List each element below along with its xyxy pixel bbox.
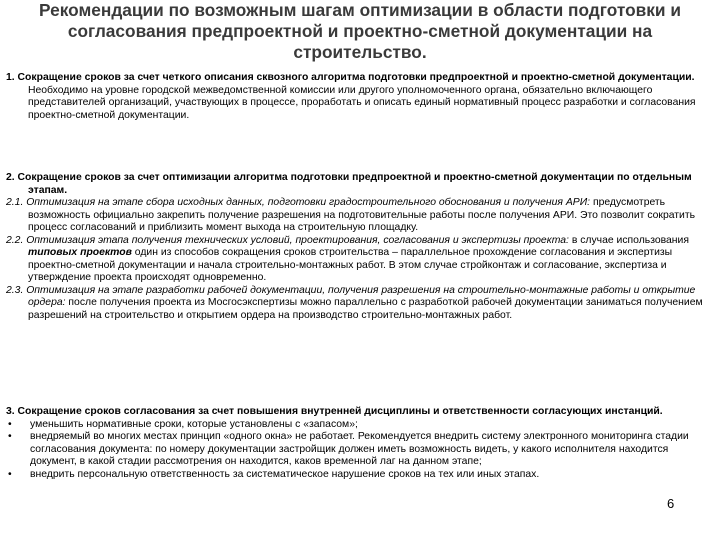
section-2-item-1-text: предусмотреть возможность официально закрепить получение разрешения на подготовительные работы после получения АРИ. Это позволит сократить процесс согласований и приблизить момент выхода на строительную площадку.	[28, 197, 696, 233]
bullet-text: уменьшить нормативные сроки, которые установлены с «запасом»;	[30, 418, 358, 430]
bullet-item	[6, 431, 714, 469]
section-2-item-3-label: 2.3. Оптимизация на этапе разработки рабочей документации, получения разрешения на строительно-монтажные работы и открытие ордера:	[6, 284, 696, 308]
section-2-item-3	[6, 285, 714, 323]
section-3-heading: 3. Сокращение сроков согласования за счет повышения внутренней дисциплины и ответственности согласующих инстанций.	[6, 406, 663, 417]
section-1	[6, 72, 714, 122]
section-2-item-3-text: после получения проекта из Мосгосэкспертизы можно параллельно с разработкой рабочей документации заниматься получением разрешений на строительство и открытием ордера на производство строительно-монтажных работ.	[28, 297, 703, 321]
bullet-icon: •	[8, 418, 12, 430]
section-2-item-2-text-before: в случае использования	[568, 234, 689, 246]
section-2-heading: 2. Сокращение сроков за счет оптимизации алгоритма подготовки предпроектной и проектно-сметной документации по отдельным этапам.	[6, 172, 692, 196]
section-2-item-2	[6, 235, 714, 285]
bullet-text: внедряемый во многих местах принцип «одного окна» не работает. Рекомендуется внедрить систему электронного мониторинга стадии согласования документа: по номеру документации застройщик должен иметь возможность видеть, у какого исполнителя находится документ, в какой стадии рассмотрения он находится, каков временной лаг на данном этапе;	[30, 431, 689, 467]
bullet-text: внедрить персональную ответственность за систематическое нарушение сроков на тех или иных этапах.	[30, 468, 540, 480]
page-title: Рекомендации по возможным шагам оптимизации в области подготовки и согласования предпроектной и проектно-сметной документации на строительство.	[39, 0, 681, 62]
section-1-body: Необходимо на уровне городской межведомственной комиссии или другого уполномоченного органа, обязательно включающего представителей организаций, участвующих в процессе, проработать и описать единый нормативный процесс разработки и согласования проектно-сметной документации.	[28, 84, 696, 121]
section-2-item-2-text-after: один из способов сокращения сроков строительства – параллельное прохождение согласования и экспертизы проектно-сметной документации и начала строительно-монтажных работ. В этом случае стройконтаж и согласование, экспертиза и утверждение проекта происходят одновременно.	[28, 247, 673, 283]
bullet-item	[6, 469, 714, 482]
page-number: 6	[667, 496, 675, 511]
section-2-item-2-emphasis: типовых проектов	[28, 247, 132, 258]
bullet-icon: •	[8, 468, 12, 480]
bullet-icon: •	[8, 431, 12, 442]
section-2-item-1-label: 2.1. Оптимизация на этапе сбора исходных данных, подготовки градостроительного обоснования и получения АРИ:	[6, 197, 591, 208]
section-1-heading: 1. Сокращение сроков за счет четкого описания сквозного алгоритма подготовки предпроектной и проектно-сметной документации.	[6, 72, 695, 83]
section-2	[6, 172, 714, 322]
section-2-item-1	[6, 197, 714, 235]
section-2-item-2-label: 2.2. Оптимизация этапа получения технических условий, проектирования, согласования и экспертизы проекта:	[6, 234, 569, 246]
section-3	[6, 406, 714, 481]
bullet-item	[6, 419, 714, 432]
